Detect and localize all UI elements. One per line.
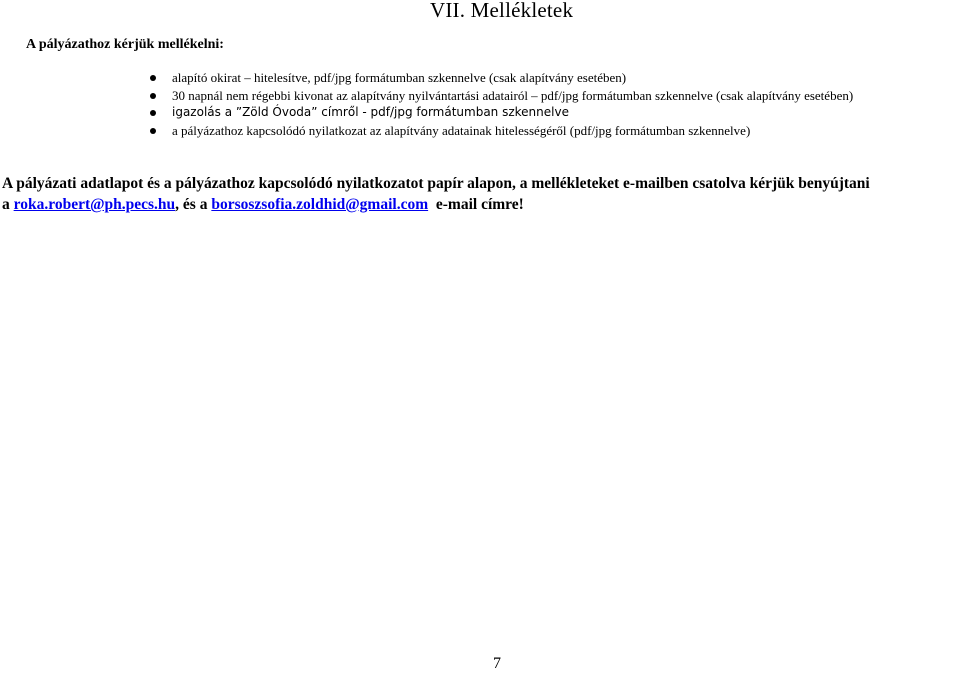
instructions-prefix: a <box>2 196 14 213</box>
submission-instructions <box>2 173 960 215</box>
attachment-item <box>0 122 853 140</box>
attachment-text: alapító okirat – hitelesítve, pdf/jpg formátumban szkennelve (csak alapítvány esetében) <box>172 70 627 85</box>
bullet-icon <box>150 75 156 81</box>
attachment-text: 30 napnál nem régebbi kivonat az alapítvány nyilvántartási adatairól – pdf/jpg formátumban szkennelve (csak alapítvány esetében) <box>172 87 854 103</box>
instructions-middle: , és a <box>175 196 212 213</box>
bullet-icon <box>150 93 156 99</box>
instructions-suffix: e-mail címre! <box>428 196 524 213</box>
instructions-contact-line <box>2 194 960 215</box>
attachment-item <box>0 104 853 122</box>
attachment-text: a pályázathoz kapcsolódó nyilatkozat az alapítvány adatainak hitelességéről (pdf/jpg formátumban szkennelve) <box>172 122 751 138</box>
email-link-roka[interactable]: roka.robert@ph.pecs.hu <box>13 196 176 213</box>
page-number: 7 <box>493 655 501 672</box>
attachment-item <box>0 69 853 87</box>
email-link-borsos[interactable]: borsoszsofia.zoldhid@gmail.com <box>211 196 429 213</box>
bullet-icon <box>150 110 156 116</box>
attachment-text: igazolás a ”Zöld Óvoda” címről - pdf/jpg formátumban szkennelve <box>172 105 569 120</box>
bullet-icon <box>150 128 156 134</box>
instructions-line: A pályázati adatlapot és a pályázathoz kapcsolódó nyilatkozatot papír alapon, a mellékleteket e-mailben csatolva kérjük benyújtani <box>2 175 870 192</box>
attachment-list <box>0 69 853 139</box>
attachment-item <box>0 87 853 105</box>
intro-label: A pályázathoz kérjük mellékelni: <box>26 37 224 52</box>
section-title: VII. Mellékletek <box>430 0 574 22</box>
